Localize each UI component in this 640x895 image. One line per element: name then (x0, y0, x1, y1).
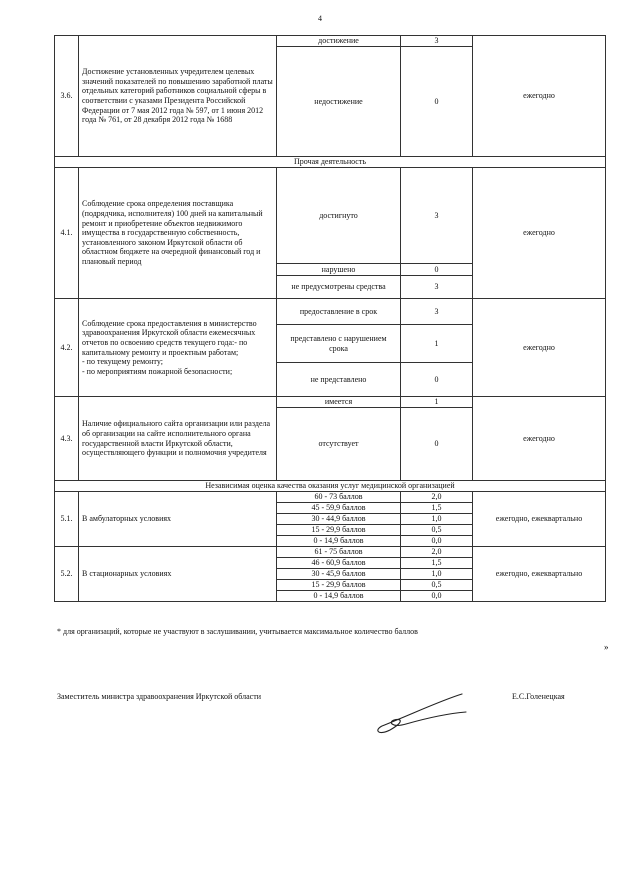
points-cell: 0 (401, 363, 473, 397)
criterion-text: Наличие официального сайта организации или раздела об организации на сайте исполнительного органа государственной власти Иркутской области, осуществляющего функции и полномочия учредителя (79, 397, 277, 481)
category-cell: отсутствует (277, 408, 401, 481)
points-cell: 0,0 (401, 536, 473, 547)
criterion-text-main: Соблюдение срока предоставления в министерство здравоохранения Иркутской области ежемесячных отчетов по освоению средств текущего года:- по капитальному ремонту и проектным работам; (82, 318, 257, 357)
row-number: 4.3. (55, 397, 79, 481)
category-cell: 30 - 45,9 баллов (277, 569, 401, 580)
criterion-text: Соблюдение срока определения поставщика (подрядчика, исполнителя) 100 дней на капитальный ремонт и приобретение объектов недвижимого имущества в государственную собственность, установленного законом Иркутской области об областном бюджете на очередной финансовый год и плановый период (79, 168, 277, 299)
row-number: 5.2. (55, 547, 79, 602)
row-number: 5.1. (55, 492, 79, 547)
points-cell: 3 (401, 36, 473, 47)
category-cell: представлено с нарушением срока (277, 325, 401, 363)
closing-quote: » (604, 642, 609, 652)
points-cell: 1,0 (401, 514, 473, 525)
category-cell: 61 - 75 баллов (277, 547, 401, 558)
category-cell: 0 - 14,9 баллов (277, 591, 401, 602)
category-cell: достижение (277, 36, 401, 47)
points-cell: 1,5 (401, 503, 473, 514)
table-row (55, 168, 606, 264)
category-cell: имеется (277, 397, 401, 408)
table-row (55, 492, 606, 503)
points-cell: 3 (401, 276, 473, 299)
points-cell: 0 (401, 47, 473, 157)
signatory-name: Е.С.Голенецкая (512, 692, 565, 701)
period-cell: ежегодно (473, 168, 606, 299)
row-number: 4.1. (55, 168, 79, 299)
footnote: * для организаций, которые не участвуют в заслушивании, учитывается максимальное количество баллов (57, 627, 418, 636)
page-number: 4 (318, 14, 322, 23)
points-cell: 3 (401, 168, 473, 264)
section-title-other: Прочая деятельность (55, 157, 606, 168)
table-row (55, 547, 606, 558)
criterion-text: В стационарных условиях (79, 547, 277, 602)
category-cell: 45 - 59,9 баллов (277, 503, 401, 514)
category-cell: нарушено (277, 264, 401, 276)
category-cell: 46 - 60,9 баллов (277, 558, 401, 569)
points-cell: 1 (401, 325, 473, 363)
points-cell: 1,0 (401, 569, 473, 580)
section-row (55, 481, 606, 492)
section-row (55, 157, 606, 168)
points-cell: 1,5 (401, 558, 473, 569)
points-cell: 3 (401, 299, 473, 325)
category-cell: 15 - 29,9 баллов (277, 580, 401, 591)
table-row (55, 397, 606, 408)
period-cell: ежегодно (473, 299, 606, 397)
criterion-text (79, 299, 277, 397)
row-number: 3.6. (55, 36, 79, 157)
category-cell: 15 - 29,9 баллов (277, 525, 401, 536)
signature-scribble (372, 692, 468, 738)
criteria-table (54, 35, 606, 602)
points-cell: 0,0 (401, 591, 473, 602)
row-number: 4.2. (55, 299, 79, 397)
points-cell: 2,0 (401, 547, 473, 558)
table-row (55, 36, 606, 47)
points-cell: 2,0 (401, 492, 473, 503)
points-cell: 0,5 (401, 525, 473, 536)
signatory-position: Заместитель министра здравоохранения Иркутской области (57, 692, 261, 701)
period-cell: ежегодно, ежеквартально (473, 547, 606, 602)
category-cell: не предусмотрены средства (277, 276, 401, 299)
period-cell: ежегодно (473, 397, 606, 481)
category-cell: не представлено (277, 363, 401, 397)
category-cell: 60 - 73 баллов (277, 492, 401, 503)
criterion-text-item: - по мероприятиям пожарной безопасности; (82, 366, 233, 376)
points-cell: 0 (401, 408, 473, 481)
period-cell: ежегодно, ежеквартально (473, 492, 606, 547)
table-row (55, 299, 606, 325)
criterion-text: Достижение установленных учредителем целевых значений показателей по повышению заработной платы отдельных категорий работников социальной сферы в соответствии с указами Президента Российской Федерации от 7 мая 2012 года № 597, от 1 июня 2012 года № 761, от 28 декабря 2012 года № 1688 (79, 36, 277, 157)
section-title-independent: Независимая оценка качества оказания услуг медицинской организацией (55, 481, 606, 492)
category-cell: достигнуто (277, 168, 401, 264)
points-cell: 0 (401, 264, 473, 276)
category-cell: недостижение (277, 47, 401, 157)
category-cell: 0 - 14,9 баллов (277, 536, 401, 547)
category-cell: 30 - 44,9 баллов (277, 514, 401, 525)
category-cell: предоставление в срок (277, 299, 401, 325)
criterion-text-item: - по текущему ремонту; (82, 357, 163, 367)
points-cell: 1 (401, 397, 473, 408)
period-cell: ежегодно (473, 36, 606, 157)
points-cell: 0,5 (401, 580, 473, 591)
criterion-text: В амбулаторных условиях (79, 492, 277, 547)
